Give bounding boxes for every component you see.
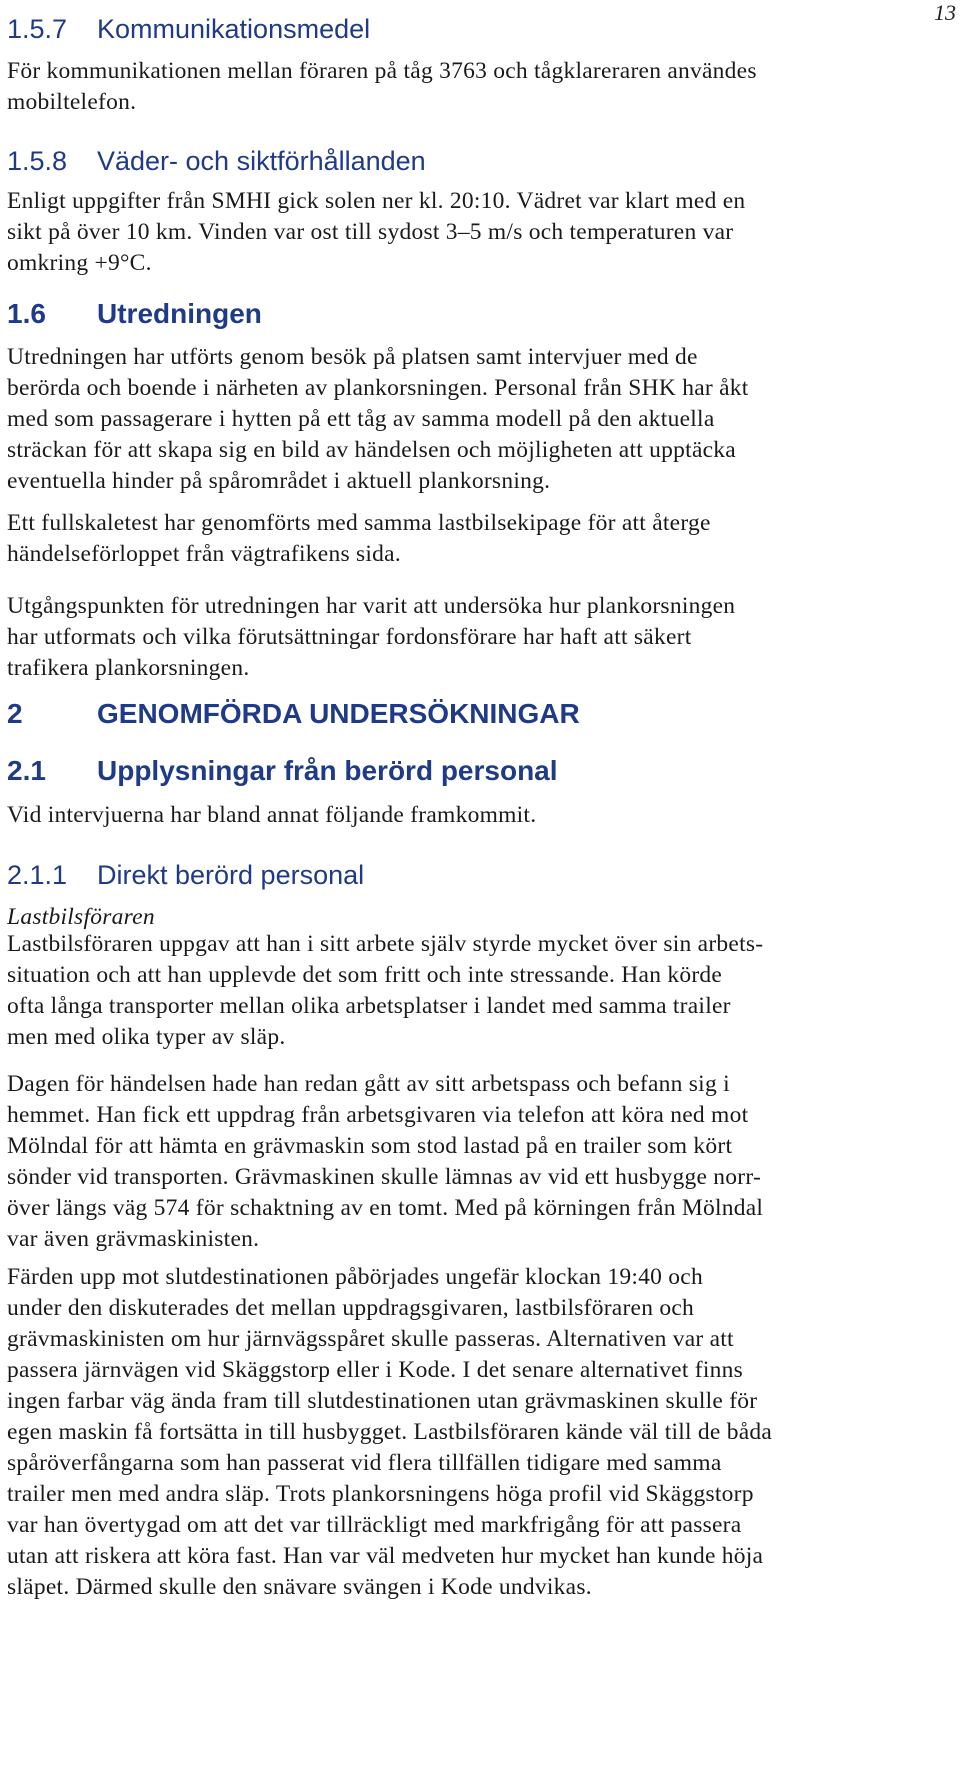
text-line: Dagen för händelsen hade han redan gått av sitt arbetspass och befann sig i [7, 1071, 730, 1097]
text-line: över längs väg 574 för schaktning av en tomt. Med på körningen från Mölndal [7, 1195, 764, 1221]
text-line: sikt på över 10 km. Vinden var ost till sydost 3–5 m/s och temperaturen var [7, 219, 734, 245]
text-line: grävmaskinisten om hur järnvägsspåret skulle passeras. Alternativen var att [7, 1326, 734, 1352]
paragraph-lastbil-2 [7, 1069, 947, 1255]
heading-title: Direkt berörd personal [97, 860, 365, 890]
text-line: ofta långa transporter mellan olika arbetsplatser i landet med samma trailer [7, 993, 731, 1019]
text-line: Färden upp mot slutdestinationen påbörjades ungefär klockan 19:40 och [7, 1264, 703, 1290]
text-line: egen maskin få fortsätta in till husbygget. Lastbilsföraren kände väl till de båda [7, 1419, 773, 1445]
text-line: eventuella hinder på spårområdet i aktuell plankorsning. [7, 468, 551, 494]
heading-number: 2.1 [7, 755, 46, 786]
page-number: 13 [934, 0, 956, 25]
heading-title: Kommunikationsmedel [97, 14, 371, 44]
paragraph-utredningen-3 [7, 591, 947, 684]
text-line: Lastbilsföraren uppgav att han i sitt arbete själv styrde mycket över sin arbets- [7, 931, 764, 957]
heading-number: 2.1.1 [7, 860, 68, 890]
heading-title: Väder- och siktförhållanden [97, 146, 426, 176]
text-line: utan att riskera att köra fast. Han var väl medveten hur mycket han kunde höja [7, 1543, 764, 1569]
heading-1-5-8 [7, 146, 947, 177]
paragraph-utredningen-1 [7, 342, 947, 497]
heading-number: 1.6 [7, 298, 46, 329]
paragraph-lastbil-3 [7, 1262, 947, 1603]
text-line: Utgångspunkten för utredningen har varit att undersöka hur plankorsningen [7, 593, 736, 619]
heading-number: 2 [7, 698, 23, 729]
text-line: omkring +9°C. [7, 250, 152, 276]
paragraph-utredningen-2 [7, 508, 947, 570]
text-line: sönder vid transporten. Grävmaskinen skulle lämnas av vid ett husbygge norr- [7, 1164, 762, 1190]
text-line: passera järnvägen vid Skäggstorp eller i Kode. I det senare alternativet finns [7, 1357, 743, 1383]
text-line: spåröverfångarna som han passerat vid flera tillfällen tidigare med samma [7, 1450, 722, 1476]
text-line: släpet. Därmed skulle den snävare svängen i Kode undvikas. [7, 1574, 592, 1600]
heading-title: GENOMFÖRDA UNDERSÖKNINGAR [97, 698, 580, 729]
text-line: hemmet. Han fick ett uppdrag från arbetsgivaren via telefon att köra ned mot [7, 1102, 749, 1128]
text-line: Ett fullskaletest har genomförts med samma lastbilsekipage för att återge [7, 510, 711, 536]
paragraph-vader [7, 186, 947, 279]
heading-number: 1.5.7 [7, 14, 68, 44]
heading-number: 1.5.8 [7, 146, 68, 176]
text-line: För kommunikationen mellan föraren på tåg 3763 och tågklareraren användes [7, 58, 757, 84]
text-line: sträckan för att skapa sig en bild av händelsen och möjligheten att upptäcka [7, 437, 736, 463]
text-line: Utredningen har utförts genom besök på platsen samt intervjuer med de [7, 344, 698, 370]
text-line: trafikera plankorsningen. [7, 655, 250, 681]
heading-1-6 [7, 298, 947, 330]
text-line: Enligt uppgifter från SMHI gick solen ner kl. 20:10. Vädret var klart med en [7, 188, 746, 214]
text-line: har utformats och vilka förutsättningar fordonsförare har haft att säkert [7, 624, 692, 650]
text-line: händelseförloppet från vägtrafikens sida. [7, 541, 401, 567]
heading-2-1-1 [7, 860, 947, 891]
heading-title: Utredningen [97, 298, 262, 329]
paragraph-intervjuer [7, 800, 947, 831]
text-line: Mölndal för att hämta en grävmaskin som stod lastad på en trailer som kört [7, 1133, 733, 1159]
text-line: ingen farbar väg ända fram till slutdestinationen utan grävmaskinen skulle för [7, 1388, 758, 1414]
text-line: trailer men med andra släp. Trots plankorsningens höga profil vid Skäggstorp [7, 1481, 754, 1507]
text-line: var även grävmaskinisten. [7, 1226, 260, 1252]
paragraph-lastbil-1 [7, 929, 947, 1053]
text-line: under den diskuterades det mellan uppdragsgivaren, lastbilsföraren och [7, 1295, 695, 1321]
text-line: situation och att han upplevde det som fritt och inte stressande. Han körde [7, 962, 723, 988]
text-line: berörda och boende i närheten av plankorsningen. Personal från SHK har åkt [7, 375, 749, 401]
heading-title: Upplysningar från berörd personal [97, 755, 558, 786]
paragraph-kommunikation [7, 56, 947, 118]
heading-2 [7, 698, 947, 730]
heading-1-5-7 [7, 14, 947, 45]
text-line: mobiltelefon. [7, 89, 137, 115]
heading-2-1 [7, 755, 947, 787]
text-line: Vid intervjuerna har bland annat följande framkommit. [7, 802, 537, 828]
text-line: var han övertygad om att det var tillräckligt med markfrigång för att passera [7, 1512, 742, 1538]
text-line: med som passagerare i hytten på ett tåg av samma modell på den aktuella [7, 406, 715, 432]
text-line: men med olika typer av släp. [7, 1024, 286, 1050]
subheading-lastbilsforaren: Lastbilsföraren [7, 904, 155, 930]
